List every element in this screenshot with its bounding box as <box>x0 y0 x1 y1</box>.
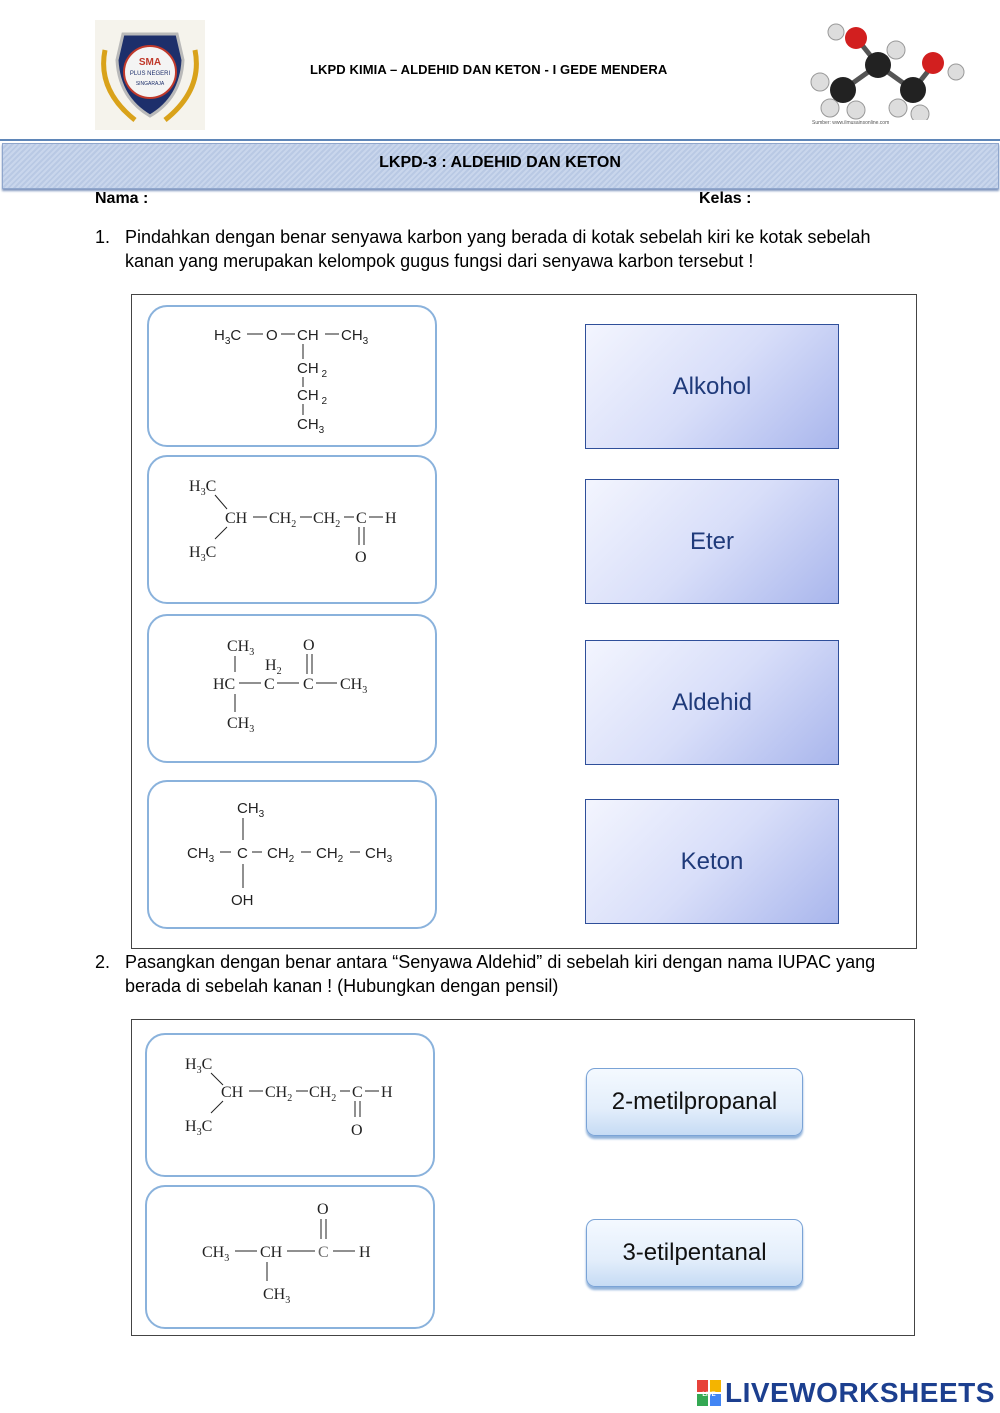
header-title: LKPD KIMIA – ALDEHID DAN KETON - I GEDE MENDERA <box>310 62 668 77</box>
draggable-ketone-structure[interactable] <box>147 614 437 763</box>
liveworksheets-logo <box>697 1376 995 1410</box>
header-divider <box>0 139 1000 141</box>
question-1-text: Pindahkan dengan benar senyawa karbon yang berada di kotak sebelah kiri ke kotak sebelah kanan yang merupakan kelompok gugus fungsi dari senyawa karbon tersebut ! <box>125 227 871 271</box>
svg-text:OH: OH <box>231 892 254 909</box>
drop-target-aldehid[interactable] <box>585 640 839 765</box>
question-1-number: 1. <box>95 227 111 247</box>
drop-target-keton[interactable] <box>585 799 839 924</box>
svg-text:CH2: $CH_2$ <box>316 845 344 865</box>
school-logo <box>95 20 205 130</box>
svg-text:CH3: $CH_3$ <box>263 1286 291 1306</box>
drop-target-label: Eter <box>689 527 734 555</box>
svg-text:H3C: $H_3C$ <box>189 478 217 498</box>
svg-text:CH: CH <box>221 1084 244 1101</box>
svg-text:CH2: $CH_2$ <box>313 510 341 530</box>
svg-text:CH: CH <box>297 327 319 344</box>
svg-text:CH2: $CH_2$ <box>269 510 297 530</box>
svg-text:C: C <box>356 510 367 527</box>
kelas-label: Kelas : <box>699 190 752 207</box>
draggable-alcohol-structure[interactable] <box>147 780 437 929</box>
svg-text:CH: CH <box>260 1244 283 1261</box>
logo-text-3: SINGARAJA <box>135 81 165 87</box>
draggable-ether-structure[interactable] <box>147 305 437 447</box>
svg-text:H3C: $H_3C$ <box>185 1056 213 1076</box>
svg-text:C: C <box>318 1244 329 1261</box>
drop-target-label: Alkohol <box>672 372 752 400</box>
svg-text:H3C: $H_3C$ <box>189 544 217 564</box>
svg-text:C: C <box>352 1084 363 1101</box>
svg-text:CH2: $CH_2$ <box>265 1084 293 1104</box>
svg-text:CH3: $CH_3$ <box>237 800 265 820</box>
question-2 <box>95 950 895 1000</box>
drop-target-eter[interactable] <box>585 479 839 604</box>
svg-text:CH3: $CH_3$ <box>341 327 369 347</box>
svg-text:CH3: $CH_3$ <box>297 416 325 436</box>
svg-text:CH3: $CH_3$ <box>227 715 255 735</box>
svg-text:C: C <box>264 676 275 693</box>
drop-target-alkohol[interactable] <box>585 324 839 449</box>
svg-text:H2: $H_2$ <box>265 657 282 677</box>
svg-text:O: O <box>303 637 315 654</box>
svg-text:CH 2: CH $_2$ <box>297 360 328 380</box>
iupac-name-2[interactable] <box>586 1219 803 1287</box>
svg-text:H: H <box>385 510 397 527</box>
svg-text:O: O <box>351 1122 363 1139</box>
logo-text-2: PLUS NEGERI <box>129 71 171 77</box>
match-aldehyde-structure-1[interactable] <box>145 1033 435 1177</box>
svg-text:H3C: $H_3C$ <box>185 1118 213 1138</box>
svg-text:CH3: $CH_3$ <box>365 845 393 865</box>
svg-text:O: O <box>317 1201 329 1218</box>
molecule-credit: Sumber: www.ilmusainsonline.com <box>812 120 890 126</box>
question-2-number: 2. <box>95 952 111 972</box>
svg-text:CH3: $CH_3$ <box>340 676 368 696</box>
svg-text:HC: HC <box>213 676 236 693</box>
liveworksheets-icon <box>697 1380 721 1406</box>
question-2-text: Pasangkan dengan benar antara “Senyawa Aldehid” di sebelah kiri dengan nama IUPAC yang berada di sebelah kanan ! (Hubungkan dengan pensil) <box>125 952 876 996</box>
liveworksheets-mark: LIVE <box>702 1392 716 1398</box>
banner-title: LKPD-3 : ALDEHID DAN KETON <box>379 154 621 171</box>
svg-text:H3C: $H_3C$ <box>214 327 242 347</box>
svg-text:CH: CH <box>225 510 248 527</box>
iupac-name-label: 2-metilpropanal <box>611 1088 778 1115</box>
svg-text:CH 2: CH $_2$ <box>297 387 328 407</box>
svg-text:O: O <box>266 327 278 344</box>
svg-text:H: H <box>381 1084 393 1101</box>
iupac-name-1[interactable] <box>586 1068 803 1136</box>
svg-text:CH3: $CH_3$ <box>227 638 255 658</box>
svg-text:CH2: $CH_2$ <box>267 845 295 865</box>
svg-text:CH3: $CH_3$ <box>187 845 215 865</box>
match-aldehyde-structure-2[interactable] <box>145 1185 435 1329</box>
svg-text:O: O <box>355 549 367 566</box>
liveworksheets-brand: LIVEWORKSHEETS <box>725 1377 995 1408</box>
drop-target-label: Aldehid <box>671 688 753 716</box>
svg-text:C: C <box>237 845 248 862</box>
iupac-name-label: 3-etilpentanal <box>622 1239 767 1266</box>
svg-text:C: C <box>303 676 314 693</box>
svg-text:H: H <box>359 1244 371 1261</box>
molecule-image <box>808 20 968 130</box>
draggable-aldehyde-structure[interactable] <box>147 455 437 604</box>
logo-text-1: SMA <box>138 57 162 68</box>
svg-text:CH2: $CH_2$ <box>309 1084 337 1104</box>
svg-text:CH3: $CH_3$ <box>202 1244 230 1264</box>
nama-label: Nama : <box>95 190 149 207</box>
drop-target-label: Keton <box>680 847 744 875</box>
question-1 <box>95 225 895 275</box>
